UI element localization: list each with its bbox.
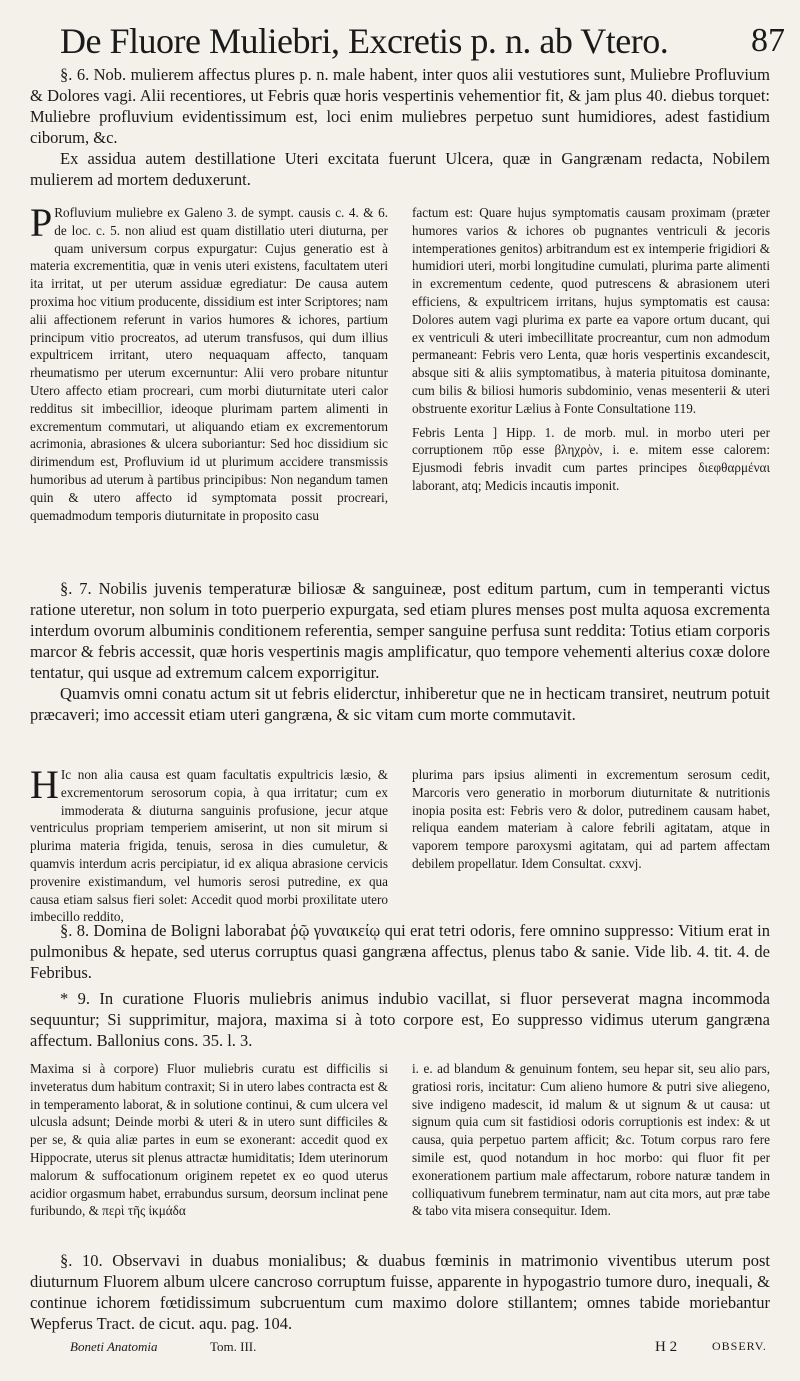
drop-cap: H xyxy=(30,762,59,807)
volume-label: Tom. III. xyxy=(210,1339,257,1354)
running-footer-title: Boneti Anatomia xyxy=(70,1339,158,1354)
section-9 xyxy=(30,988,770,1051)
section-7-conclusion: Quamvis omni conatu actum sit ut febris eliderctur, inhiberetur que ne in hecticam transiret, neutrum potuit præcaveri; imo accessit etiam uteri gangræna, & sic vitam cum morte commutavit. xyxy=(30,684,770,724)
commentary-1-note: Febris Lenta ] Hipp. 1. de morb. mul. in morbo uteri per corruptionem πῦρ esse βληχρὸν, i. e. mitem esse calorem: Ejusmodi febris invadit cum partes principes διεφθαρμέναι laborant, atq; Medicis incautis imponit. xyxy=(412,424,770,493)
section-6-conclusion: Ex assidua autem destillatione Uteri excitata fuerunt Ulcera, quæ in Gangrænam redacta, Nobilem mulierem ad mortem deduxerunt. xyxy=(30,149,770,189)
page-number: 87 xyxy=(751,22,785,59)
page-title: De Fluore Muliebri, Excretis p. n. ab Vtero. xyxy=(60,21,669,61)
page-header xyxy=(60,16,790,66)
section-9-text: * 9. In curatione Fluoris muliebris animus indubio vacillat, si fluor perseverat magna incommoda sequuntur; Si supprimitur, majora, maxima si à toto corpore est, Eo suppresso vidimus uterum gangræna affectum. Ballonius cons. 35. l. 3. xyxy=(30,989,770,1050)
commentary-2-right-column xyxy=(412,766,770,926)
section-8-text: §. 8. Domina de Boligni laborabat ῥῷ γυναικείῳ qui erat tetri odoris, fere omnino suppresso: Vitium erat in pulmonibus & hepate, sed uterus corruptus quasi gangræna affectus, plenus tabo & sanie. Vide lib. 4. tit. 4. de Febribus. xyxy=(30,921,770,982)
page-footer xyxy=(30,1339,770,1359)
commentary-2-left-column xyxy=(30,762,388,926)
commentary-1-right-column xyxy=(412,204,770,524)
commentary-1-left-text: Rofluvium muliebre ex Galeno 3. de sympt. causis c. 4. & 6. de loc. c. 5. non aliud est quam distillatio uteri diuturna, per quam universum corpus expurgatur: Cujus generatio est à materia excrementitia, quæ in venis uteri existens, facultatem uteri ita irritat, ut per uterum assiduæ egrediatur: De causa autem proxima hoc vitium producente, dissidium est inter Scriptores; nam alii affectionem referunt in varios humores & ichores, partium principum vitio procreatos, ad uterum transfusos, qui dum illius expultricem irritant, utero nequaquam affecto, tanquam rheumatismo per uterum excernuntur: Alii vero probare nituntur Utero affecto etiam procreari, cum morbi diuturnitate uteri calor redditus sit imbecillior, ideoque plurimam partem alimenti in excrementum commutari, ut aliquando etiam ex excrementorum acrimonia, abrasiones & ulcera suboriantur: Sed hoc dissidium sic dirimendum est, Profluvium id ut plurimum accidere transmissis humoribus ad uterum à partibus principibus: Non negandum tamen quin & utero affecto id symptomata possit procreari, quemadmodum temporis diuturnitate in proposito casu xyxy=(30,205,388,523)
section-10-text: §. 10. Observavi in duabus monialibus; & duabus fœminis in matrimonio viventibus uterum post diuturnum Fluorem album ulcere cancroso corruptum fuisse, apparente in hypogastrio tumore duro, inequali, & continue ichorem fœtidissimum subcruentum cum maximo dolore stillantem; omnes tabide moriebantur Wepferus Tract. de cicut. aqu. pag. 104. xyxy=(30,1251,770,1333)
section-7-text: §. 7. Nobilis juvenis temperaturæ biliosæ & sanguineæ, post editum partum, cum in temperanti victus ratione uteretur, non solum in toto puerperio expurgata, sed etiam plures menses post multa aquosa excrementa interdum ovorum albuminis conditionem referentia, semper sanguine perfusa sunt reddita: Totius etiam corporis marcor & febris accessit, quæ horis vespertinis magis amplificatur, quo tempore vehementi alterius coxæ dolore tentatur, qui usque ad extremum calcem exporrigitur. xyxy=(30,579,770,682)
section-6-text: §. 6. Nob. mulierem affectus plures p. n. male habent, inter quos alii vestutiores sunt, Muliebre Profluvium & Dolores vagi. Alii recentiores, ut Febris quæ horis vespertinis vehementior fit, & jam plus 40. diebus torquet: Muliebre profluvium evidentissimum est, loci enim muliebres perpetuo sunt humidiores, adest fastidium ciborum, &c. xyxy=(30,65,770,147)
commentary-1-left-column xyxy=(30,200,388,524)
commentary-1-right-text: factum est: Quare hujus symptomatis causam proximam (præter humores varios & ichores ob pugnantes ventriculi & jecoris intemperationes genitos) arbitrandum est ex intemperie frigidiori & humidiori uteri, morbi longitudine cumulati, plurima parte alimenti in excrementum cedente, quod putrescens & abrasionem uteri efficiens, & expultricem irritans, hujus symptomatis est causa: Dolores autem vagi plurima ex parte ea vapore ortum ducant, qui ex ventriculi & uteri imbecillitate procreantur, cum non admodum permaneant: Febris vero Lenta, quæ horis vespertinis excandescit, absque siti & aliis symptomatibus, à materia pituitosa dominante, cum bilis & biliosi humoris subdominio, venas mesenterii & uteri obstruente exoritur Lælius à Fonte Consultatione 119. xyxy=(412,205,770,416)
commentary-3 xyxy=(30,1060,770,1220)
drop-cap: P xyxy=(30,200,53,245)
commentary-3-right-column xyxy=(412,1060,770,1220)
signature-mark: H 2 xyxy=(655,1339,678,1355)
commentary-2-right-text: plurima pars ipsius alimenti in excrementum serosum cedit, Marcoris vero generatio in morborum diuturnitate & nutritionis inopia posita est: Febris vero & dolor, putredinem causam habet, reliqua eandem materiam à calore febrili agitatam, atque in vaporem tempore paroxysmi agitatam, qui ad partem affectam debilem propellatur. Idem Consultat. cxxvj. xyxy=(412,767,770,871)
commentary-2-left-text: Ic non alia causa est quam facultatis expultricis læsio, & excrementorum serosorum copia, à qua irritatur; cum ex immoderata & diuturna sanguinis profusione, jecur atque ventriculus propriam temperiem amiserint, ut non sit mirum si plurima materia frigida, tenuis, serosa in dies cumuletur, & quamvis interdum acris percipiatur, id ex aliqua abrasione cervicis provenire existimandum, vel humoris serosi putredine, ex qua causa etiam salsus fieri solet: Accedit quod morbi proxilitate utero imbecillo reddito, xyxy=(30,767,388,925)
section-6 xyxy=(30,64,770,190)
section-8 xyxy=(30,920,770,983)
commentary-2 xyxy=(30,762,770,926)
commentary-3-left-column xyxy=(30,1060,388,1220)
commentary-3-left-text: Maxima si à corpore) Fluor muliebris curatu est difficilis si inveteratus dum habitum contraxit; Si in utero labes contracta est & in temperamento laborat, & in solutione continui, & cum ulcera vel ulcusla adsunt; Deinde morbi & uteri & in utero sunt difficiles & per se, & quia aliæ partes in eum se exonerant: accedit quod ex Hippocrate, uterus sit plenus attractæ humiditatis; Idem uterinorum malorum & suffocationum originem repetet ex eo quod uterus acidior orgasmum habet, errabundus sursum, deorsum inclinat pene furibundo, & περὶ τῆς ἰκμάδα xyxy=(30,1061,388,1219)
commentary-1 xyxy=(30,200,770,524)
commentary-3-right-text: i. e. ad blandum & genuinum fontem, seu hepar sit, seu alio pars, gratiosi roris, incitatur: Cum alieno humore & putri sive aliegeno, sive indigeno madescit, id malum & ut signum & ut causa: ut signum quia cum sit fastidiosi odoris corruptionis est index: & ut causa, quia perpetuo partem afficit; &c. Totum corpus raro fere simile est, quod notandum in hoc morbo: qui fluor fit per exonerationem partium male affectarum, robore naturæ tandem in colliquativum funebrem terminatur, nam aut cita mors, aut præ tabe & tabo vita misera consequitur. Idem. xyxy=(412,1061,770,1219)
section-10 xyxy=(30,1250,770,1334)
section-7 xyxy=(30,578,770,725)
catchword: OBSERV. xyxy=(712,1339,767,1353)
